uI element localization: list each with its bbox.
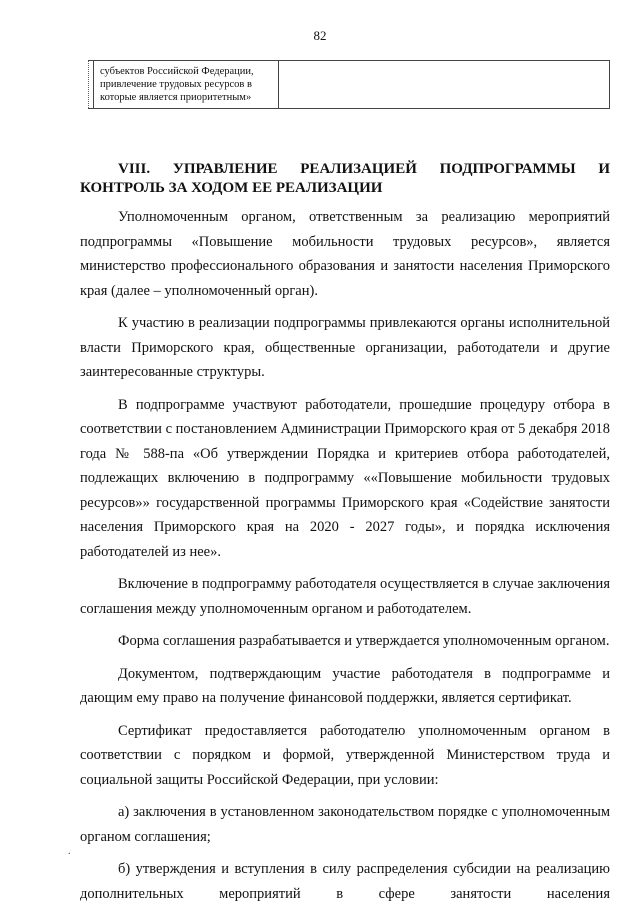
section-heading-line-1: VIII. УПРАВЛЕНИЕ РЕАЛИЗАЦИЕЙ ПОДПРОГРАММЫ И <box>118 161 610 177</box>
list-item-a: а) заключения в установленном законодательством порядке с уполномоченным органом соглашения; <box>80 804 610 845</box>
paragraph: К участию в реализации подпрограммы привлекаются органы исполнительной власти Приморского края, общественные организации, работодатели и другие заинтересованные структуры. <box>80 315 610 380</box>
paragraph: Сертификат предоставляется работодателю уполномоченным органом в соответствии с порядком и формой, утвержденной Министерством труда и социальной защиты Российской Федерации, при условии: <box>80 722 610 788</box>
section-heading-line-2: КОНТРОЛЬ ЗА ХОДОМ ЕЕ РЕАЛИЗАЦИИ <box>80 180 383 196</box>
paragraph: Включение в подпрограмму работодателя осуществляется в случае заключения соглашения между уполномоченным органом и работодателем. <box>80 576 610 617</box>
page-number: 82 <box>313 28 327 43</box>
table-row <box>89 61 610 109</box>
paragraph: Форма соглашения разрабатывается и утверждается уполномоченным органом. <box>118 633 610 649</box>
section-body <box>80 160 610 906</box>
table-cell-empty <box>279 61 610 109</box>
continued-table <box>88 60 610 109</box>
paragraph: В подпрограмме участвуют работодатели, прошедшие процедуру отбора в соответствии с постановлением Администрации Приморского края от 5 декабря 2018 года № 588-па «Об утверждении Порядка и критериев отбора работодателей, подлежащих включению в подпрограмму ««Повышение мобильности трудовых ресурсов»» государственной программы Приморского края «Содействие занятости населения Приморского края на 2020 - 2027 годы», и порядка исключения работодателей из нее». <box>80 396 610 560</box>
table-cell: субъектов Российской Федерации, привлечение трудовых ресурсов в которые является приоритетным» <box>94 61 279 109</box>
paragraph: Документом, подтверждающим участие работодателя в подпрограмме и дающим ему право на получение финансовой поддержки, является сертификат. <box>80 665 610 706</box>
section-heading <box>80 160 610 198</box>
list-item-b: б) утверждения и вступления в силу распределения субсидии на реализацию дополнительных мероприятий в сфере занятости населения <box>80 861 610 902</box>
paragraph: Уполномоченным органом, ответственным за реализацию мероприятий подпрограммы «Повышение мобильности трудовых ресурсов», является министерство профессионального образования и занятости населения Приморского края (далее – уполномоченный орган). <box>80 209 610 299</box>
margin-mark: . <box>68 846 71 857</box>
